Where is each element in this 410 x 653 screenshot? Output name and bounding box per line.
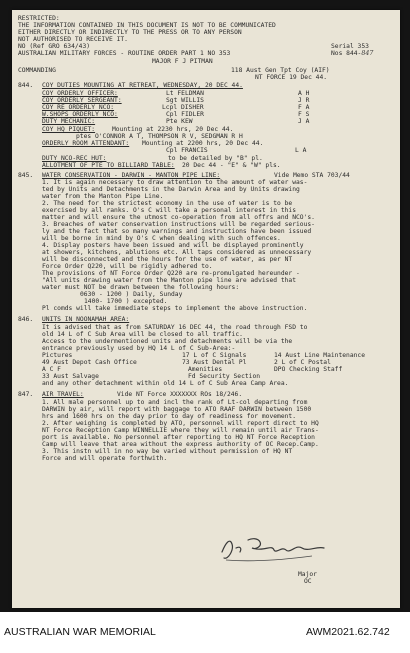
duty-label: DUTY MECHANIC:: [42, 118, 96, 125]
station-date: NT FORCE 19 Dec 44.: [255, 74, 328, 81]
document-page: [12, 10, 400, 608]
archive-footer: [0, 612, 410, 653]
warning-line-3: NOT AUTHORISED TO RECEIVE IT.: [18, 36, 128, 43]
body-line: matter and will ensure the utmost co-operation from all offrs and NCO's.: [42, 214, 315, 221]
body-line: Pl comds will take immediate steps to implement the above instruction.: [42, 305, 308, 312]
order-numbers-typed: Nos 844-: [331, 50, 362, 57]
body-line: Force and will operate forthwith.: [42, 455, 168, 462]
body-line: "All units drawing water from the Manton pipe line are advised that: [42, 277, 297, 284]
body-line: 3. This instn will in no way be varied without permission of HQ NT: [42, 448, 293, 455]
section-845-heading: WATER CONSERVATION - DARWIN - MANTON PIPE LINE:: [42, 172, 221, 179]
nco-label: DUTY NCO-REC HUT:: [42, 155, 107, 162]
duty-label: W.SHOPS ORDERLY NCO:: [42, 111, 118, 118]
section-845-number: 845.: [18, 172, 34, 179]
duty-code: F A: [298, 104, 310, 111]
body-line: old 14 L of C Sub Area will be closed to all traffic.: [42, 331, 243, 338]
body-line: 0630 - 1200 ) Daily, Sunday: [80, 291, 183, 298]
section-844-heading: COY DUTIES MOUNTING AT RETREAT, WEDNESDAY, 20 DEC 44.: [42, 82, 243, 89]
allotment-text: 20 Dec 44 - "E" & "W" pls.: [182, 162, 281, 169]
unit-entry: 2 L of C Postal: [274, 359, 331, 366]
picquet-text: Mounting at 2230 hrs, 20 Dec 44.: [112, 126, 234, 133]
section-847-ref: Vide NT Force XXXXXXX ROs 18/246.: [117, 391, 243, 398]
section-847-heading: AIR TRAVEL:: [42, 391, 84, 398]
unit-entry: Amenities: [188, 366, 223, 373]
signatory-rank: Major: [298, 571, 317, 578]
body-line: 1. All male personnel up to and incl the rank of Lt-col departing from: [42, 399, 308, 406]
unit-entry: 14 Aust Line Maintenance: [274, 352, 365, 359]
order-title: AUSTRALIAN MILITARY FORCES - ROUTINE ORDER PART 1 NO 353: [18, 50, 231, 57]
duty-code: A H: [298, 90, 310, 97]
attendant-text: Mounting at 2200 hrs, 20 Dec 44.: [142, 140, 264, 147]
unit-entry: 33 Aust Salvage: [42, 373, 99, 380]
order-numbers-handwritten: 847: [361, 50, 374, 57]
serial-number: Serial 353: [331, 43, 369, 50]
duty-label: COY RE ORDERLY NCO:: [42, 104, 115, 111]
body-line: will be disconnected and the hours for the use of water, as per NT: [42, 256, 293, 263]
body-line: water from the Manton Pipe Line.: [42, 193, 164, 200]
handwritten-signature: [212, 530, 332, 566]
attendant-label: ORDERLY ROOM ATTENDANT:: [42, 140, 130, 147]
body-line: 3. Breaches of water conservation instructions will be regarded serious-: [42, 221, 315, 228]
reference: NO (Ref GRO 634/43): [18, 43, 91, 50]
unit-entry: Fd Security Section: [188, 373, 261, 380]
unit-entry: 17 L of C Signals: [182, 352, 247, 359]
order-numbers: [331, 50, 373, 57]
duty-name: Cpl FIDLER: [166, 111, 204, 118]
section-846-heading: UNITS IN NOONAMAH AREA:: [42, 316, 130, 323]
attendant-code: L A: [295, 147, 307, 154]
attendant-name: Cpl FRANCIS: [166, 147, 208, 154]
warning-line-1: THE INFORMATION CONTAINED IN THIS DOCUMENT IS NOT TO BE COMMUNICATED: [18, 22, 276, 29]
duty-code: J A: [298, 118, 310, 125]
body-line: hrs and 1600 hrs on the day prior to day of readiness for movement.: [42, 413, 297, 420]
unit-entry: DPO Checking Staff: [274, 366, 343, 373]
commanding-label: COMMANDING: [18, 67, 56, 74]
unit-entry: Pictures: [42, 352, 73, 359]
duty-name: Lcpl DISHER: [162, 104, 204, 111]
body-line: and any other detachment within old 14 L of C Sub Area Camp Area.: [42, 380, 289, 387]
archive-name: AUSTRALIAN WAR MEMORIAL: [4, 626, 156, 638]
body-line: at showers, kitchens, ablutions etc. All taps considered as unnecessary: [42, 249, 312, 256]
body-line: 1. It is again necessary to draw attention to the amount of water was-: [42, 179, 308, 186]
body-line: The provisions of NT Force Order Q220 are re-promulgated hereunder -: [42, 270, 300, 277]
body-line: Force Order Q220, will be rigidly adhered to.: [42, 263, 213, 270]
classification-label: RESTRICTED:: [18, 15, 60, 22]
body-line: DARWIN by air, will report with baggage to ATO RAAF DARWIN between 1500: [42, 406, 312, 413]
body-line: Camp will leave that area without the express authority of OC Recep.Camp.: [42, 441, 319, 448]
signatory-role: OC: [304, 578, 312, 585]
section-846-number: 846.: [18, 316, 34, 323]
body-line: It is advised that as from SATURDAY 16 DEC 44, the road through FSD to: [42, 324, 308, 331]
nco-text: to be detailed by "B" pl.: [168, 155, 263, 162]
unit-entry: 73 Aust Dental Pl: [182, 359, 247, 366]
duty-label: COY ORDERLY OFFICER:: [42, 90, 118, 97]
body-line: entrance previously used by HQ 14 L of C Sub-Area:-: [42, 345, 236, 352]
body-line: Access to the undermentioned units and detachments will be via the: [42, 338, 293, 345]
body-line: port is available. No personnel after reporting to HQ NT Force Reception: [42, 434, 315, 441]
body-line: 1400- 1700 ) excepted.: [84, 298, 168, 305]
body-line: NT Force Reception Camp WINNELLIE where they will remain until air Trans-: [42, 427, 319, 434]
body-line: water must NOT be drawn between the following hours:: [42, 284, 240, 291]
duty-name: Sgt WILLIS: [166, 97, 204, 104]
warning-line-2: EITHER DIRECTLY OR INDIRECTLY TO THE PRESS OR TO ANY PERSON: [18, 29, 242, 36]
body-line: ly and the fact that so many warnings and instructions have been issued: [42, 228, 312, 235]
body-line: exercised by all ranks. O's C will take a personal interest in this: [42, 207, 297, 214]
archive-reference: AWM2021.62.742: [306, 626, 390, 638]
unit-entry: A C F: [42, 366, 61, 373]
body-line: 2. The need for the strictest economy in the use of water is to be: [42, 200, 293, 207]
duty-code: J R: [298, 97, 310, 104]
body-line: will be borne in mind by O's C when dealing with such offences.: [42, 235, 281, 242]
picquet-label: COY HQ PIQUET:: [42, 126, 96, 133]
duty-name: Lt FELDMAN: [166, 90, 204, 97]
commander-name: MAJOR F J PITMAN: [152, 58, 213, 65]
body-line: 4. Display posters have been issued and will be displayed prominently: [42, 242, 304, 249]
section-847-number: 847.: [18, 391, 34, 398]
picquet-names: ptes O'CONNOR A T, THOMPSON R V, SEDGMAN R H: [76, 133, 243, 140]
duty-name: Pte KEW: [166, 118, 193, 125]
section-844-number: 844.: [18, 82, 34, 89]
allotment-label: ALLOTMENT OF PTE TO BILLIARD TABLE:: [42, 162, 175, 169]
body-line: ted by Units and Detachments in the Darwin Area and by Units drawing: [42, 186, 300, 193]
body-line: 2. After weighing is completed by ATO, personnel will report direct to HQ: [42, 420, 319, 427]
duty-label: COY ORDERLY SERGEANT:: [42, 97, 122, 104]
unit-entry: 49 Aust Depot Cash Office: [42, 359, 137, 366]
section-845-ref: Vide Memo STA 703/44: [274, 172, 350, 179]
unit-name: 118 Aust Gen Tpt Coy (AIF): [231, 67, 330, 74]
duty-code: F S: [298, 111, 310, 118]
